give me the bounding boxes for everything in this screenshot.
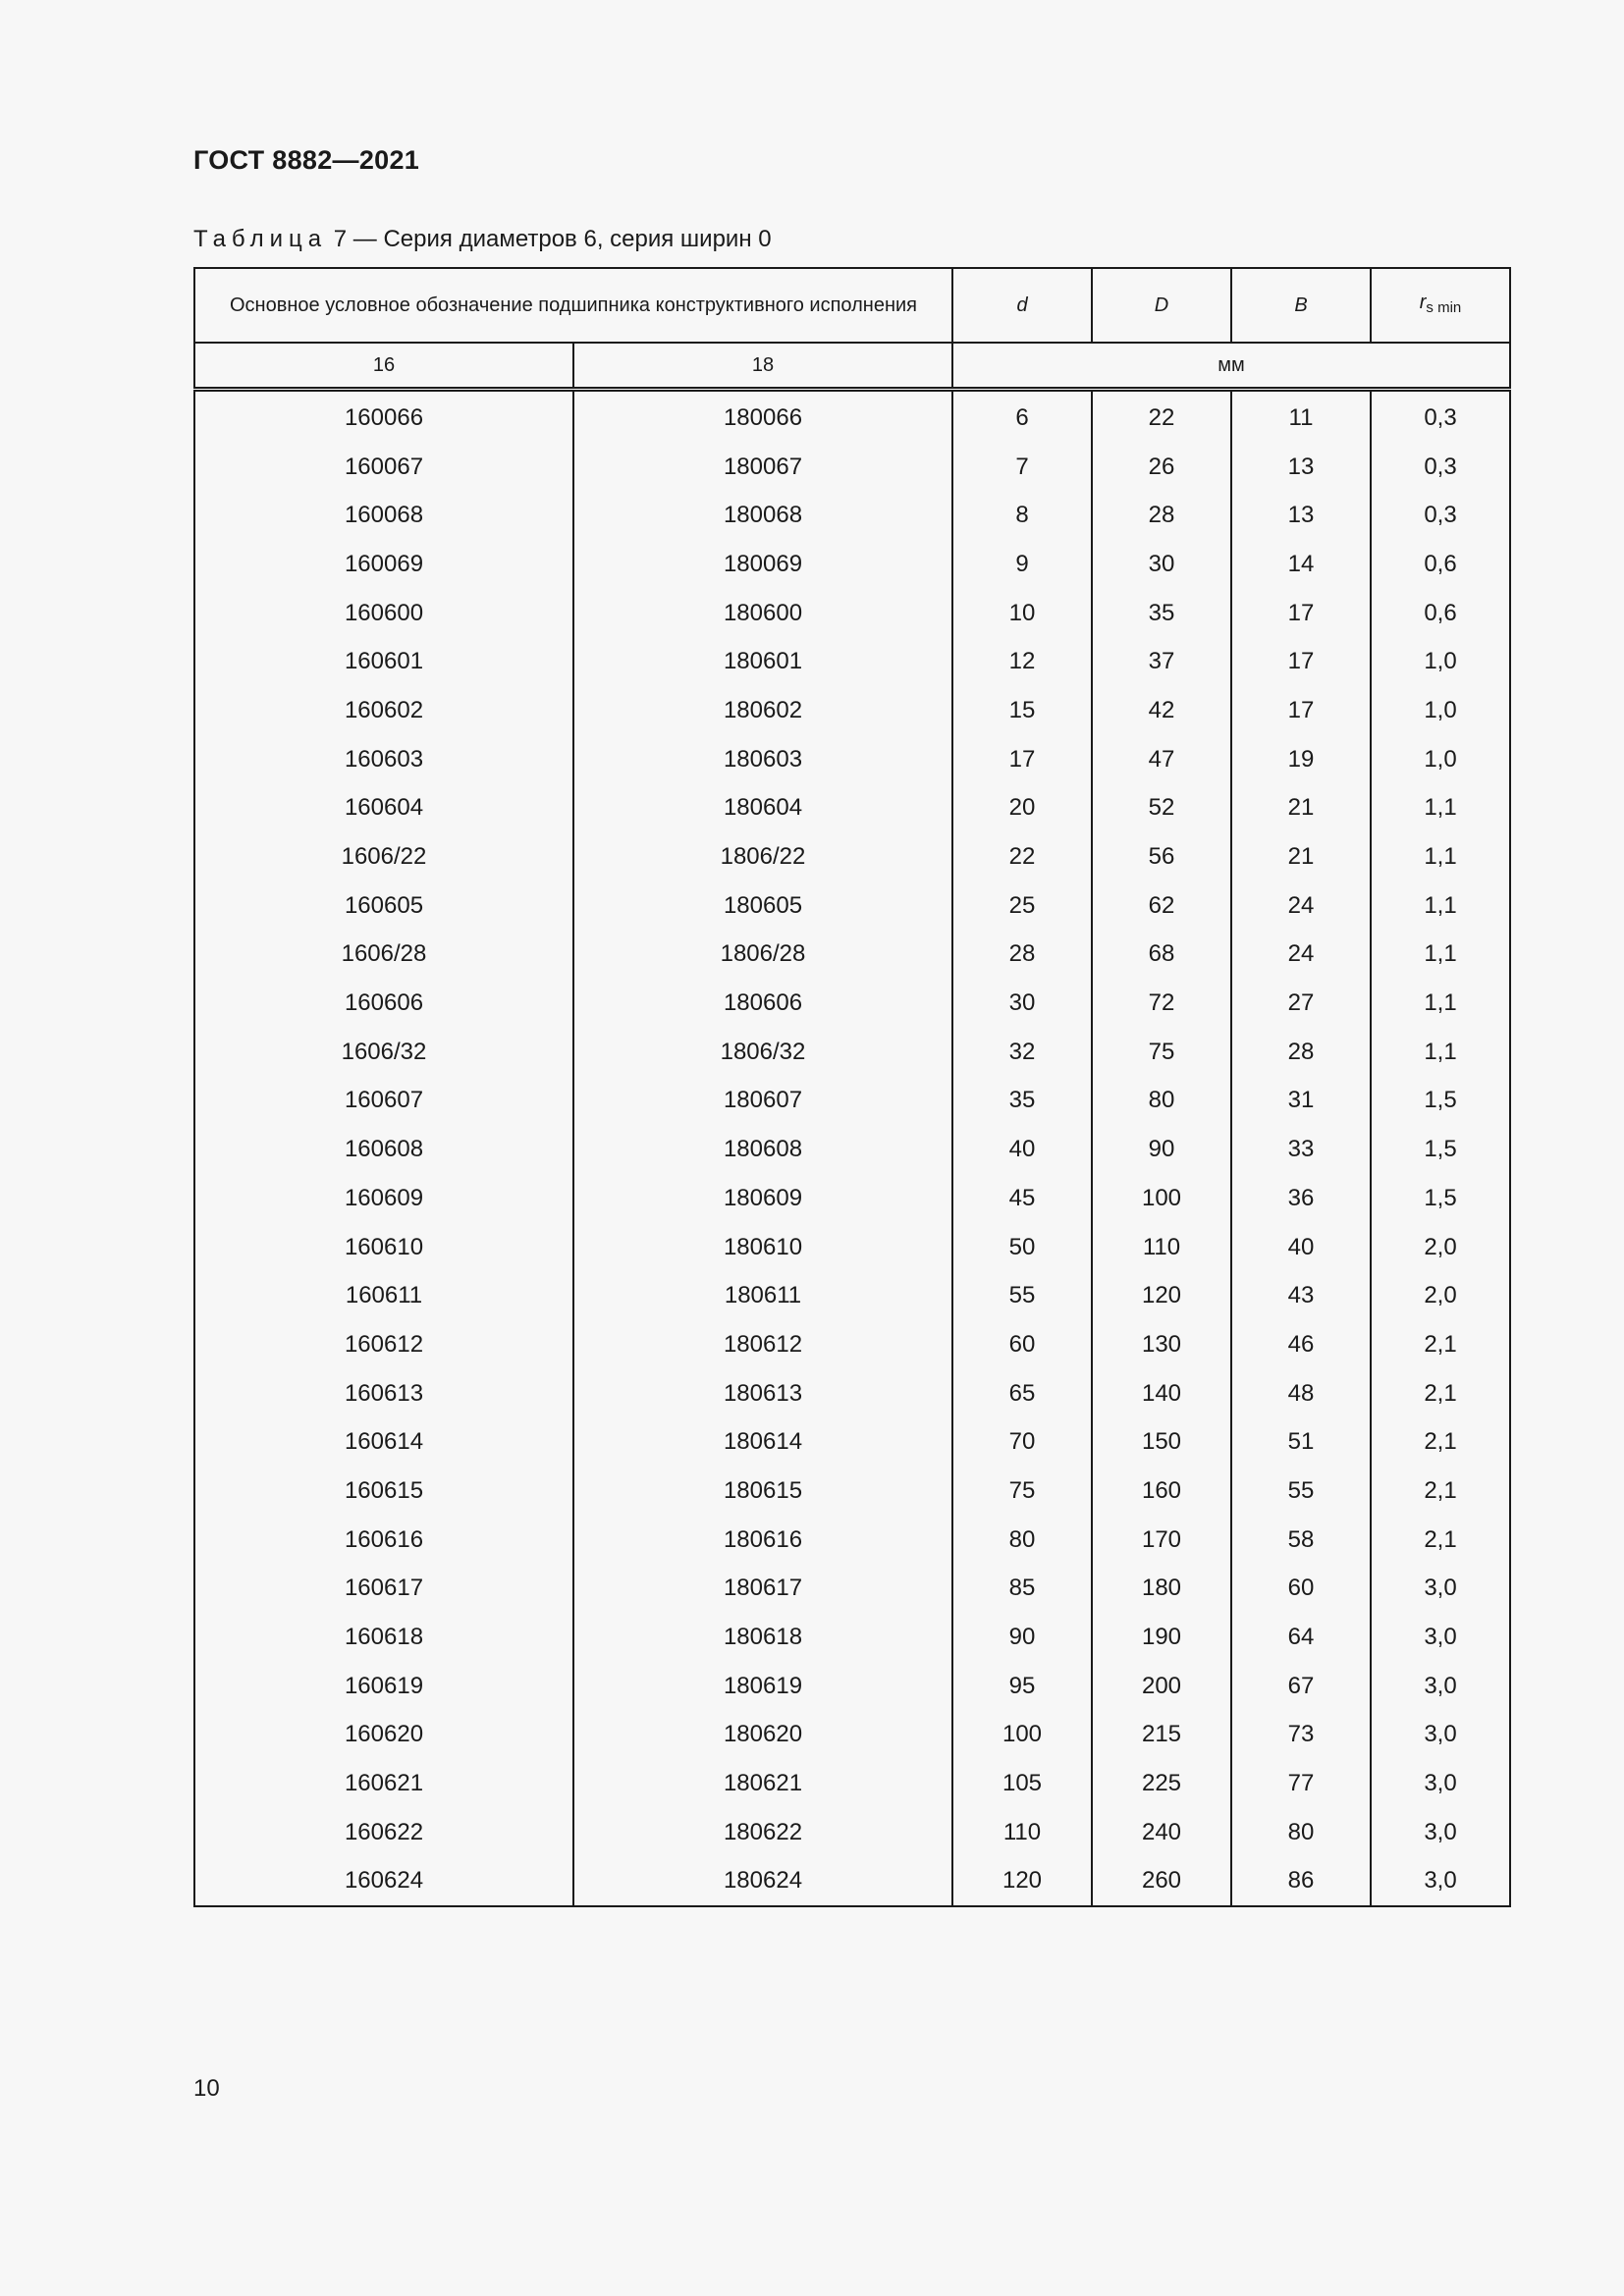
cell-code-16: 160606 xyxy=(194,979,573,1028)
page-number: 10 xyxy=(193,2075,220,2102)
cell-code-18: 180606 xyxy=(573,979,952,1028)
cell-d: 65 xyxy=(952,1369,1092,1418)
cell-code-16: 160621 xyxy=(194,1759,573,1808)
cell-code-16: 1606/32 xyxy=(194,1028,573,1077)
cell-D: 150 xyxy=(1092,1417,1231,1467)
cell-B: 11 xyxy=(1231,390,1371,443)
cell-B: 21 xyxy=(1231,832,1371,881)
cell-code-16: 160624 xyxy=(194,1857,573,1907)
cell-code-16: 160613 xyxy=(194,1369,573,1418)
cell-D: 120 xyxy=(1092,1271,1231,1320)
cell-code-16: 160604 xyxy=(194,784,573,833)
cell-code-16: 160608 xyxy=(194,1125,573,1174)
cell-D: 225 xyxy=(1092,1759,1231,1808)
cell-code-18: 1806/28 xyxy=(573,931,952,980)
cell-code-16: 160615 xyxy=(194,1467,573,1516)
cell-D: 52 xyxy=(1092,784,1231,833)
cell-rs-min: 1,1 xyxy=(1371,784,1510,833)
cell-d: 32 xyxy=(952,1028,1092,1077)
cell-B: 40 xyxy=(1231,1223,1371,1272)
cell-B: 55 xyxy=(1231,1467,1371,1516)
subheader-16: 16 xyxy=(194,343,573,390)
cell-d: 12 xyxy=(952,637,1092,686)
cell-B: 17 xyxy=(1231,686,1371,735)
cell-code-18: 180600 xyxy=(573,589,952,638)
cell-B: 13 xyxy=(1231,491,1371,540)
table-caption-label: Таблица xyxy=(193,226,328,252)
cell-B: 64 xyxy=(1231,1613,1371,1662)
cell-code-18: 180603 xyxy=(573,735,952,784)
cell-d: 15 xyxy=(952,686,1092,735)
table-row xyxy=(194,931,1510,980)
cell-d: 120 xyxy=(952,1857,1092,1907)
cell-rs-min: 1,1 xyxy=(1371,979,1510,1028)
cell-d: 17 xyxy=(952,735,1092,784)
cell-code-16: 160616 xyxy=(194,1516,573,1565)
table-row xyxy=(194,1711,1510,1760)
cell-code-18: 180619 xyxy=(573,1662,952,1711)
cell-D: 30 xyxy=(1092,540,1231,589)
cell-rs-min: 2,1 xyxy=(1371,1467,1510,1516)
cell-d: 30 xyxy=(952,979,1092,1028)
table-row xyxy=(194,1125,1510,1174)
cell-code-16: 160618 xyxy=(194,1613,573,1662)
cell-code-16: 160609 xyxy=(194,1174,573,1223)
table-row xyxy=(194,1857,1510,1907)
table-row xyxy=(194,1223,1510,1272)
cell-code-18: 180612 xyxy=(573,1320,952,1369)
cell-D: 160 xyxy=(1092,1467,1231,1516)
cell-code-18: 180068 xyxy=(573,491,952,540)
cell-d: 85 xyxy=(952,1565,1092,1614)
cell-code-18: 180611 xyxy=(573,1271,952,1320)
cell-rs-min: 2,1 xyxy=(1371,1516,1510,1565)
table-row xyxy=(194,1417,1510,1467)
cell-rs-min: 1,0 xyxy=(1371,637,1510,686)
cell-B: 67 xyxy=(1231,1662,1371,1711)
cell-code-16: 160610 xyxy=(194,1223,573,1272)
cell-rs-min: 3,0 xyxy=(1371,1711,1510,1760)
cell-rs-min: 0,6 xyxy=(1371,589,1510,638)
cell-B: 17 xyxy=(1231,589,1371,638)
cell-code-16: 160068 xyxy=(194,491,573,540)
cell-code-16: 160619 xyxy=(194,1662,573,1711)
table-row xyxy=(194,1759,1510,1808)
cell-rs-min: 1,5 xyxy=(1371,1174,1510,1223)
table-row xyxy=(194,686,1510,735)
table-row xyxy=(194,1662,1510,1711)
table-row xyxy=(194,784,1510,833)
table-row xyxy=(194,589,1510,638)
header-D: D xyxy=(1092,268,1231,343)
cell-rs-min: 2,1 xyxy=(1371,1417,1510,1467)
table-subheader-row xyxy=(194,343,1510,390)
table-row xyxy=(194,1028,1510,1077)
table-row xyxy=(194,1369,1510,1418)
cell-D: 75 xyxy=(1092,1028,1231,1077)
table-row xyxy=(194,881,1510,931)
cell-D: 130 xyxy=(1092,1320,1231,1369)
cell-B: 58 xyxy=(1231,1516,1371,1565)
header-rs-min: $r_{s min}$ xyxy=(1371,268,1510,343)
cell-B: 21 xyxy=(1231,784,1371,833)
cell-B: 86 xyxy=(1231,1857,1371,1907)
cell-code-16: 160603 xyxy=(194,735,573,784)
cell-D: 72 xyxy=(1092,979,1231,1028)
cell-d: 60 xyxy=(952,1320,1092,1369)
cell-code-16: 160620 xyxy=(194,1711,573,1760)
cell-rs-min: 1,5 xyxy=(1371,1125,1510,1174)
cell-rs-min: 1,5 xyxy=(1371,1077,1510,1126)
cell-B: 33 xyxy=(1231,1125,1371,1174)
cell-B: 28 xyxy=(1231,1028,1371,1077)
cell-D: 35 xyxy=(1092,589,1231,638)
cell-B: 77 xyxy=(1231,1759,1371,1808)
cell-code-18: 180624 xyxy=(573,1857,952,1907)
cell-code-18: 180608 xyxy=(573,1125,952,1174)
cell-D: 62 xyxy=(1092,881,1231,931)
cell-B: 36 xyxy=(1231,1174,1371,1223)
cell-D: 56 xyxy=(1092,832,1231,881)
table-row xyxy=(194,540,1510,589)
cell-d: 100 xyxy=(952,1711,1092,1760)
cell-D: 180 xyxy=(1092,1565,1231,1614)
bearing-dimensions-table xyxy=(193,267,1511,1907)
cell-D: 80 xyxy=(1092,1077,1231,1126)
table-row xyxy=(194,1320,1510,1369)
cell-D: 110 xyxy=(1092,1223,1231,1272)
cell-rs-min: 2,1 xyxy=(1371,1369,1510,1418)
cell-d: 10 xyxy=(952,589,1092,638)
cell-D: 240 xyxy=(1092,1808,1231,1857)
cell-code-18: 1806/32 xyxy=(573,1028,952,1077)
cell-D: 37 xyxy=(1092,637,1231,686)
subheader-units: мм xyxy=(952,343,1510,390)
cell-d: 50 xyxy=(952,1223,1092,1272)
table-row xyxy=(194,735,1510,784)
cell-B: 51 xyxy=(1231,1417,1371,1467)
cell-d: 28 xyxy=(952,931,1092,980)
cell-rs-min: 0,3 xyxy=(1371,491,1510,540)
cell-code-18: 180067 xyxy=(573,443,952,492)
cell-B: 27 xyxy=(1231,979,1371,1028)
cell-code-16: 160600 xyxy=(194,589,573,638)
cell-d: 22 xyxy=(952,832,1092,881)
cell-d: 7 xyxy=(952,443,1092,492)
table-row xyxy=(194,1467,1510,1516)
cell-rs-min: 1,1 xyxy=(1371,832,1510,881)
document-title: ГОСТ 8882—2021 xyxy=(193,145,420,175)
cell-code-16: 160069 xyxy=(194,540,573,589)
cell-code-16: 160617 xyxy=(194,1565,573,1614)
table-row xyxy=(194,1174,1510,1223)
cell-d: 55 xyxy=(952,1271,1092,1320)
cell-d: 40 xyxy=(952,1125,1092,1174)
cell-d: 105 xyxy=(952,1759,1092,1808)
cell-d: 75 xyxy=(952,1467,1092,1516)
cell-rs-min: 3,0 xyxy=(1371,1662,1510,1711)
cell-code-18: 1806/22 xyxy=(573,832,952,881)
cell-B: 48 xyxy=(1231,1369,1371,1418)
cell-B: 19 xyxy=(1231,735,1371,784)
cell-code-18: 180617 xyxy=(573,1565,952,1614)
cell-D: 26 xyxy=(1092,443,1231,492)
cell-D: 42 xyxy=(1092,686,1231,735)
cell-rs-min: 2,0 xyxy=(1371,1271,1510,1320)
cell-code-18: 180604 xyxy=(573,784,952,833)
cell-d: 70 xyxy=(952,1417,1092,1467)
cell-rs-min: 1,1 xyxy=(1371,1028,1510,1077)
cell-code-18: 180614 xyxy=(573,1417,952,1467)
cell-B: 73 xyxy=(1231,1711,1371,1760)
cell-B: 17 xyxy=(1231,637,1371,686)
table-row xyxy=(194,637,1510,686)
cell-rs-min: 0,6 xyxy=(1371,540,1510,589)
cell-code-18: 180601 xyxy=(573,637,952,686)
table-row xyxy=(194,1808,1510,1857)
table-row xyxy=(194,390,1510,443)
cell-B: 60 xyxy=(1231,1565,1371,1614)
cell-D: 140 xyxy=(1092,1369,1231,1418)
cell-d: 45 xyxy=(952,1174,1092,1223)
cell-D: 190 xyxy=(1092,1613,1231,1662)
cell-d: 90 xyxy=(952,1613,1092,1662)
cell-code-16: 160607 xyxy=(194,1077,573,1126)
cell-code-18: 180615 xyxy=(573,1467,952,1516)
cell-rs-min: 1,1 xyxy=(1371,931,1510,980)
cell-code-18: 180616 xyxy=(573,1516,952,1565)
cell-code-16: 160611 xyxy=(194,1271,573,1320)
cell-d: 25 xyxy=(952,881,1092,931)
cell-D: 100 xyxy=(1092,1174,1231,1223)
cell-d: 80 xyxy=(952,1516,1092,1565)
cell-rs-min: 1,0 xyxy=(1371,735,1510,784)
cell-rs-min: 3,0 xyxy=(1371,1857,1510,1907)
cell-code-16: 160622 xyxy=(194,1808,573,1857)
cell-code-16: 160066 xyxy=(194,390,573,443)
cell-D: 260 xyxy=(1092,1857,1231,1907)
cell-D: 28 xyxy=(1092,491,1231,540)
cell-code-18: 180069 xyxy=(573,540,952,589)
table-row xyxy=(194,1077,1510,1126)
cell-D: 68 xyxy=(1092,931,1231,980)
cell-code-18: 180620 xyxy=(573,1711,952,1760)
cell-code-16: 160601 xyxy=(194,637,573,686)
header-d: d xyxy=(952,268,1092,343)
cell-code-18: 180607 xyxy=(573,1077,952,1126)
cell-B: 80 xyxy=(1231,1808,1371,1857)
header-designation: Основное условное обозначение подшипника конструктивного исполнения xyxy=(194,268,952,343)
cell-code-16: 1606/28 xyxy=(194,931,573,980)
table-body xyxy=(194,390,1510,1907)
cell-rs-min: 3,0 xyxy=(1371,1565,1510,1614)
cell-code-16: 160602 xyxy=(194,686,573,735)
cell-code-18: 180622 xyxy=(573,1808,952,1857)
cell-B: 24 xyxy=(1231,881,1371,931)
table-header-row xyxy=(194,268,1510,343)
cell-rs-min: 3,0 xyxy=(1371,1613,1510,1662)
cell-D: 47 xyxy=(1092,735,1231,784)
table-caption-text: 7 — Серия диаметров 6, серия ширин 0 xyxy=(333,226,772,252)
cell-d: 6 xyxy=(952,390,1092,443)
cell-B: 14 xyxy=(1231,540,1371,589)
cell-d: 35 xyxy=(952,1077,1092,1126)
table-row xyxy=(194,1613,1510,1662)
cell-d: 20 xyxy=(952,784,1092,833)
cell-code-18: 180609 xyxy=(573,1174,952,1223)
table-row xyxy=(194,979,1510,1028)
cell-d: 9 xyxy=(952,540,1092,589)
cell-code-18: 180613 xyxy=(573,1369,952,1418)
cell-D: 22 xyxy=(1092,390,1231,443)
cell-code-18: 180605 xyxy=(573,881,952,931)
header-B: B xyxy=(1231,268,1371,343)
cell-rs-min: 2,1 xyxy=(1371,1320,1510,1369)
cell-code-16: 160067 xyxy=(194,443,573,492)
cell-code-18: 180618 xyxy=(573,1613,952,1662)
cell-B: 46 xyxy=(1231,1320,1371,1369)
table-caption xyxy=(193,226,772,253)
cell-D: 200 xyxy=(1092,1662,1231,1711)
cell-code-18: 180066 xyxy=(573,390,952,443)
cell-D: 170 xyxy=(1092,1516,1231,1565)
cell-rs-min: 1,0 xyxy=(1371,686,1510,735)
subheader-18: 18 xyxy=(573,343,952,390)
cell-rs-min: 1,1 xyxy=(1371,881,1510,931)
cell-B: 13 xyxy=(1231,443,1371,492)
table-row xyxy=(194,1271,1510,1320)
table-row xyxy=(194,443,1510,492)
cell-B: 43 xyxy=(1231,1271,1371,1320)
cell-code-18: 180610 xyxy=(573,1223,952,1272)
cell-code-16: 160614 xyxy=(194,1417,573,1467)
cell-B: 24 xyxy=(1231,931,1371,980)
cell-rs-min: 0,3 xyxy=(1371,390,1510,443)
cell-rs-min: 2,0 xyxy=(1371,1223,1510,1272)
cell-code-18: 180602 xyxy=(573,686,952,735)
table-row xyxy=(194,1516,1510,1565)
cell-rs-min: 0,3 xyxy=(1371,443,1510,492)
table-row xyxy=(194,832,1510,881)
cell-rs-min: 3,0 xyxy=(1371,1759,1510,1808)
cell-B: 31 xyxy=(1231,1077,1371,1126)
cell-D: 215 xyxy=(1092,1711,1231,1760)
cell-D: 90 xyxy=(1092,1125,1231,1174)
cell-rs-min: 3,0 xyxy=(1371,1808,1510,1857)
cell-d: 95 xyxy=(952,1662,1092,1711)
cell-code-16: 160612 xyxy=(194,1320,573,1369)
table-row xyxy=(194,491,1510,540)
cell-code-16: 1606/22 xyxy=(194,832,573,881)
cell-d: 8 xyxy=(952,491,1092,540)
cell-code-16: 160605 xyxy=(194,881,573,931)
cell-code-18: 180621 xyxy=(573,1759,952,1808)
table-row xyxy=(194,1565,1510,1614)
cell-d: 110 xyxy=(952,1808,1092,1857)
